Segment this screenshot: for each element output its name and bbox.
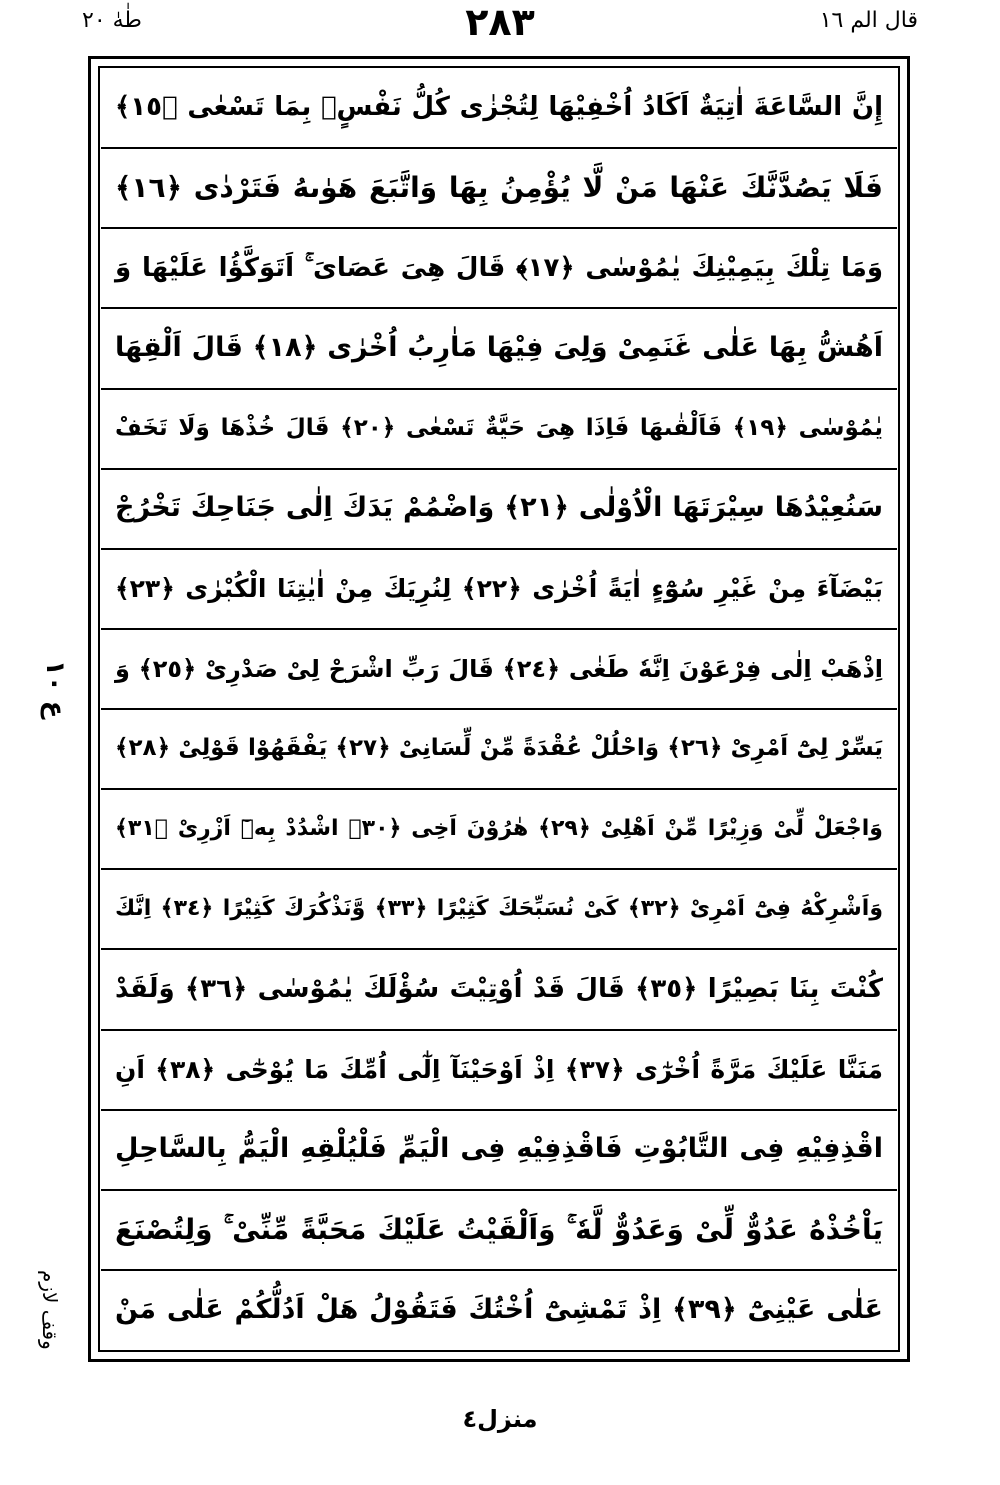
verse-text: اَهُشُّ بِهَا عَلٰى غَنَمِىْ وَلِىَ فِيْهَا مَاٰرِبُ اُخْرٰى ﴿١٨﴾ قَالَ اَلْقِهَا xyxy=(115,332,883,364)
text-line xyxy=(101,390,897,470)
manzil-label: منزل٤ xyxy=(462,1405,538,1433)
text-line xyxy=(101,309,897,389)
verse-text: بَيْضَآءَ مِنْ غَيْرِ سُوْٓءٍ اٰيَةً اُخْرٰى ﴿٢٢﴾ لِنُرِيَكَ مِنْ اٰيٰتِنَا الْكُبْرٰى ﴿٢٣﴾ xyxy=(115,573,883,603)
text-line xyxy=(101,1191,897,1271)
text-block xyxy=(101,69,897,1349)
text-line xyxy=(101,870,897,950)
verse-text: وَاَشْرِكْهُ فِىْٓ اَمْرِىْ ﴿٣٢﴾ كَىْ نُسَبِّحَكَ كَثِيْرًا ﴿٣٣﴾ وَّنَذْكُرَكَ كَثِيْرًا ﴿٣٤﴾ اِنَّكَ xyxy=(115,896,883,922)
ruku-marker: ع ١٠ xyxy=(40,660,70,719)
juz-name: قال الم ١٦ xyxy=(819,8,918,33)
surah-name: طٰهٰ ٢٠ xyxy=(82,8,142,33)
text-line xyxy=(101,710,897,790)
verse-text: اِذْهَبْ اِلٰى فِرْعَوْنَ اِنَّهٗ طَغٰى ﴿٢٤﴾ قَالَ رَبِّ اشْرَحْ لِىْ صَدْرِىْ ﴿٢٥﴾ وَ xyxy=(115,654,883,683)
text-line xyxy=(101,550,897,630)
text-line xyxy=(101,1271,897,1349)
page-number: ٢٨٣ xyxy=(465,0,535,44)
verse-text: وَاجْعَلْ لِّىْ وَزِيْرًا مِّنْ اَهْلِىْ ﴿٢٩﴾ هٰرُوْنَ اَخِى ﴿٣٠﴾ اشْدُدْ بِهٖٓ اَزْرِىْ ﴿٣١﴾ xyxy=(115,815,883,841)
page-border xyxy=(88,56,910,1362)
verse-text: مَنَنَّا عَلَيْكَ مَرَّةً اُخْرٰٓى ﴿٣٧﴾ اِذْ اَوْحَيْنَآ اِلٰٓى اُمِّكَ مَا يُوْحٰٓى ﴿٣٨﴾ اَنِ xyxy=(115,1054,883,1084)
waqf-note: وقف لازم xyxy=(38,1270,62,1350)
verse-text: يٰمُوْسٰى ﴿١٩﴾ فَاَلْقٰىهَا فَاِذَا هِىَ حَيَّةٌ تَسْعٰى ﴿٢٠﴾ قَالَ خُذْهَا وَلَا تَخَفْ xyxy=(115,414,883,441)
verse-text: عَلٰى عَيْنِىْٓ ﴿٣٩﴾ اِذْ تَمْشِىْٓ اُخْتُكَ فَتَقُوْلُ هَلْ اَدُلُّكُمْ عَلٰى مَنْ xyxy=(115,1293,883,1325)
verse-text: فَلَا يَصُدَّنَّكَ عَنْهَا مَنْ لَّا يُؤْمِنُ بِهَا وَاتَّبَعَ هَوٰىهُ فَتَرْدٰى ﴿١٦﴾ xyxy=(115,171,883,205)
verse-text: وَمَا تِلْكَ بِيَمِيْنِكَ يٰمُوْسٰى ﴿١٧﴾ قَالَ هِىَ عَصَاىَ ۚ اَتَوَكَّؤُا عَلَيْهَا وَ xyxy=(115,252,883,283)
text-line xyxy=(101,149,897,229)
text-line xyxy=(101,1031,897,1111)
text-line xyxy=(101,1111,897,1191)
verse-text: سَنُعِيْدُهَا سِيْرَتَهَا الْاُوْلٰى ﴿٢١﴾ وَاضْمُمْ يَدَكَ اِلٰى جَنَاحِكَ تَخْرُجْ xyxy=(115,492,883,524)
verse-text: يَاْخُذْهُ عَدُوٌّ لِّىْ وَعَدُوٌّ لَّهٗ ۚ وَاَلْقَيْتُ عَلَيْكَ مَحَبَّةً مِّنِّىْ ۚ وَلِتُصْنَعَ xyxy=(115,1213,883,1247)
text-line xyxy=(101,69,897,149)
text-line xyxy=(101,630,897,710)
text-line xyxy=(101,229,897,309)
text-line xyxy=(101,790,897,870)
verse-text: إِنَّ السَّاعَةَ اٰتِيَةٌ اَكَادُ اُخْفِيْهَا لِتُجْزٰى كُلُّ نَفْسٍۭ بِمَا تَسْعٰى ﴿١٥﴾ xyxy=(115,92,883,123)
page-header xyxy=(0,0,1000,60)
verse-text: يَسِّرْ لِىْٓ اَمْرِىْ ﴿٢٦﴾ وَاحْلُلْ عُقْدَةً مِّنْ لِّسَانِىْ ﴿٢٧﴾ يَفْقَهُوْا قَوْلِىْ ﴿٢٨﴾ xyxy=(115,735,883,762)
verse-text: كُنْتَ بِنَا بَصِيْرًا ﴿٣٥﴾ قَالَ قَدْ اُوْتِيْتَ سُؤْلَكَ يٰمُوْسٰى ﴿٣٦﴾ وَلَقَدْ xyxy=(115,973,883,1004)
text-line xyxy=(101,950,897,1030)
verse-text: اقْذِفِيْهِ فِى التَّابُوْتِ فَاقْذِفِيْهِ فِى الْيَمِّ فَلْيُلْقِهِ الْيَمُّ بِالسَّاحِلِ xyxy=(115,1133,883,1165)
text-line xyxy=(101,470,897,550)
